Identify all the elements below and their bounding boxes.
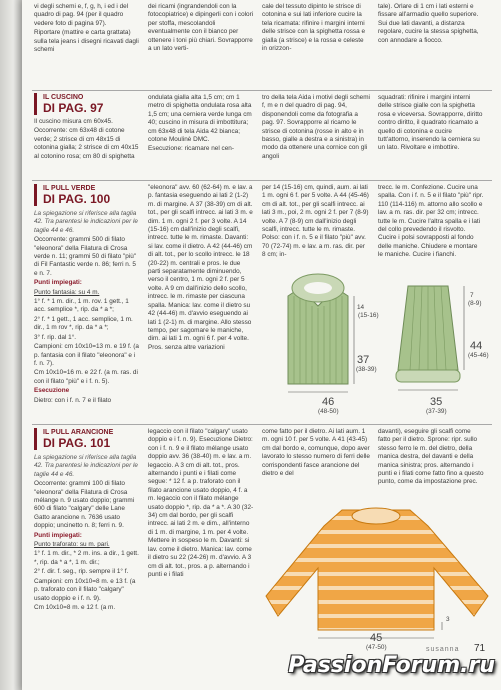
cuscino-col-1: [34, 118, 140, 162]
text-block: La spiegazione si riferisce alla taglia 42. Tra parentesi le indicazioni per le taglie 44 e 46.: [34, 454, 138, 478]
arancione-col-2: [148, 428, 254, 580]
verde-collar-hole: [304, 282, 332, 294]
cuscino-col-2: [148, 94, 254, 155]
text-block: davanti), eseguire gli scalfi come fatto per il dietro. Sprone: ripr. sullo stesso ferro le m. del dietro, della manica destra, del davanti e della manica sinistra; pros. alternando i punti e i filati come fatto fino a questo punto, come da impostazione prec.: [378, 428, 484, 486]
text-block: Occorrente: cm 63x48 di cotone verde; 2 strisce di cm 48x15 di cotonina gialla; 2 strisce di cm 40x15 al cotonino rosa; cm 80 di spighetta: [34, 127, 139, 160]
section-label: IL CUSCINO: [43, 94, 84, 101]
text-block: 3° f. rip. dal 1°.: [34, 333, 77, 341]
section-label: IL PULL ARANCIONE: [43, 429, 114, 436]
top-col-4: [378, 3, 484, 46]
subheading: Punti impiegati:: [34, 531, 82, 539]
text-block: Cm 10x10=16 m. e 22 f. (a m. ras. di con il filato "più" e i f. n. 5).: [34, 369, 138, 385]
page-number: 71: [474, 643, 486, 654]
text-block: legaccio con il filato "calgary" usato doppio e i f. n. 9). Esecuzione Dietro: con i f. n. 9 e il filato mélange usato doppio avv. 36 (38-40) m. e lav. a m. legaccio. A 3 cm di alt. tot., pros. alternando i punti e i filati come segue: * 12 f. a p. traforato con il filato arancione usato doppio, 4 f. a m. legaccio con il filato mélange usato doppio *, rip. da * a *. A 30 (32-34) cm dal bordo, per gli scalfi intrecc. ai lati 2 m. e dim., all'interno di 1 m. di margine, 1 m. per 4 volte. Mettere in sospeso le m. Davanti: si lav. come il dietro. Manica: lav. come il dietro su 22 (24-26) m. d'avvio. A 3 cm di alt. tot., pros. a p. alternando i punti e i filati: [148, 428, 254, 578]
arancione-col-1: [34, 454, 140, 613]
verde-col-2: [148, 184, 254, 353]
section-divider: [32, 180, 492, 181]
top-col-1: [34, 3, 140, 55]
section-title-verde: [34, 184, 138, 206]
cuscino-col-4: [378, 94, 484, 154]
text-block: 1° f. 1 m. dir., * 2 m. ins. a dir., 1 gett. *, rip. da * a *, 1 m. dir.;: [34, 550, 139, 566]
arancione-col-4: [378, 428, 484, 488]
verde-col-3: [262, 184, 370, 261]
dim-label: (45-46): [468, 352, 489, 359]
dim-label: 46: [322, 396, 335, 408]
site-watermark: PassionForum.ru: [288, 653, 495, 678]
text-block: tale). Orlare di 1 cm i lati esterni e fissare all'armadio quello superiore. Sui due lati davanti, a distanza regolare, cucire la stessa spighetta, con annodare a fiocco.: [378, 3, 479, 44]
section-label: IL PULL VERDE: [43, 185, 96, 192]
text-block: dei ricami (ingrandendoli con la fotocopiatrice) e dipingerli con i colori per stoffa, mescolandoli eventualmente con il bianco per ottenere i toni più chiari. Sovrapporre a un lato verti-: [148, 3, 254, 53]
section-page: DI PAG. 97: [43, 101, 104, 115]
dim-label: (47-50): [366, 644, 387, 651]
text-block: La spiegazione si riferisce alla taglia 42. Tra parentesi le indicazioni per le taglie 44 e 46.: [34, 210, 138, 234]
text-block: Dietro: con i f. n. 7 e il filato: [34, 396, 112, 404]
top-col-2: [148, 3, 254, 54]
text-block: "eleonora" avv. 60 (62-64) m. e lav. a p. fantasia eseguendo ai lati 2 (1-2) m. di margine. A 37 (38-39) cm di alt. tot., per gli scalfi intrecc. ai lati 3 m. e dim. 1 m. ogni 2 f. per 3 volte. A 14 (15-16) cm dall'inizio degli scalfi, intrecc. tutte le m. rimaste. Davanti: si lav. come il dietro. A 42 (44-46) cm di alt. tot., per lo scollo intrecc. le 18 (20-22) m. centrali e pros. le due parti separatamente diminuendo, verso il centro, 1 m. ogni 2 f. per 5 volte. A 9 cm dall'inizio dello scollo, intrecc. le m. rimaste per ciascuna spalla. Manica: lav. come il dietro su 42 (44-46) m. d'avvio eseguendo ai lati 1 (2-1) m. di margine. Allo stesso tempo, per sagomare le maniche, dim. ai lati 1 m. ogni 6 f. per 4 volte. Pros. senza altre variazioni: [148, 184, 253, 351]
magazine-brand: susanna: [426, 646, 460, 653]
verde-col-4: [378, 184, 484, 261]
text-block: Riportare (mattire e carta grattata) sulla tela jeans i disegni ricavati dagli schemi: [34, 29, 139, 54]
section-page: DI PAG. 100: [43, 192, 111, 206]
text-block: Il cuscino misura cm 60x45.: [34, 118, 113, 125]
dim-label: (8-9): [468, 300, 482, 307]
dim-label: 45: [370, 632, 383, 644]
dim-label: (15-16): [358, 312, 379, 319]
dim-label: (37-39): [426, 408, 447, 415]
text-block: tro della tela Aida i motivi degli schemi f, m e n del quadro di pag. 94, disponendoli come da fotografia a pag. 97. Sovrapporre al ricamo le strisce di cotonina (rosse in alto e in basso, gialle a destra e a sinistra) in modo da ottenere una cornice con gli angoli: [262, 94, 370, 160]
text-block: trecc. le m. Confezione. Cucire una spalla. Con i f. n. 5 e il filato "più" ripr. 110 (114-116) m. attorno allo scollo e lav. a m. ras. dir. per 32 cm; intrecc. tutte le m. Cucire l'altra spalla e i lati del collo prevedendo il risvolto. Cucire i polsi sovrapposti al fondo delle maniche. Chiudere e montare le maniche. Cucire i fianchi.: [378, 184, 484, 259]
text-block: squadrati: rifinire i margini interni delle strisce gialle con la spighetta rosa e viceversa. Sovrapporre, diritto contro diritto, il quadrato ricamato a quello di cotonina e cucire tutt'attorno, inserendo la cerniera su un lato. Rivoltare e imbottire.: [378, 94, 483, 152]
verde-col-1: [34, 210, 140, 406]
text-block: Occorrente: grammi 500 di filato "eleonora" della Filatura di Crosa verde n. 11; grammi 50 di filato "più" di Fil Fantastic verde n. 86; ferri n. 5 e n. 7.: [34, 236, 137, 277]
verde-schematic: [258, 266, 498, 416]
section-title-cuscino: [34, 93, 138, 115]
text-block: 2° f. dir. f. seg., rip. sempre il 1° f.: [34, 568, 129, 576]
dim-label: 3: [446, 616, 450, 623]
arancione-body-shape: [266, 510, 488, 630]
dim-label: (38-39): [356, 366, 377, 373]
text-block: Campioni: cm 10x10=13 m. e 19 f. (a p. fantasia con il filato "eleonora" e i f. n. 7).: [34, 343, 139, 367]
subheading: Punti impiegati:: [34, 279, 82, 287]
text-block: ondulata gialla alta 1,5 cm; cm 1 metro di spighetta ondulata rosa alta 1,5 cm; una cernierа verde lunga cm 40; cuscino in misura di imbottitura; cm 63x48 di tela Aida 42 bianca; cotone Moulinè DMC.: [148, 94, 252, 144]
text-block: 2° f. * 1 gett., 1 acc. semplice, 1 m. dir., 1 m rov *, rip. da * a *;: [34, 315, 133, 332]
dim-label: (48-50): [318, 408, 339, 415]
text-block: vi degli schemi e, f, g, h, i ed i del quadro di pag. 94 (per il quadro vedere foto di pagina 97).: [34, 3, 129, 27]
dim-label: 35: [430, 396, 443, 408]
text-block: come fatto per il dietro. Ai lati aum. 1 m. ogni 10 f. per 5 volte. A 41 (43-45) cm dal bordo e, comunque, dopo aver lavorato lo stesso numero di ferri delle corrispondenti fasce arancione del dietro e del: [262, 428, 370, 478]
dim-label: 44: [470, 340, 483, 352]
magazine-page: [22, 0, 501, 690]
section-divider: [32, 424, 492, 425]
top-col-3: [262, 3, 370, 54]
text-block: 1° f. * 1 m. dir., 1 m. rov. 1 gett., 1 acc. semplice *, rip. da * a *;: [34, 298, 129, 314]
section-page: DI PAG. 101: [43, 436, 111, 450]
text-block: Esecuzione: ricamare nel cen-: [148, 145, 234, 153]
text-block: Occorrente: grammi 100 di filato "eleonora" della Filatura di Crosa mélange n. 9 usato doppio; grammi 600 di filato "calgary" delle Lane Gatto arancione n. 7636 usato doppio; uncinetto n. 8; ferri n. 9.: [34, 480, 135, 530]
section-title-arancione: [34, 428, 138, 450]
section-divider: [32, 90, 492, 91]
page-binding: [0, 0, 22, 690]
arancione-col-3: [262, 428, 370, 479]
verde-cuff-shape: [396, 370, 460, 382]
text-block: per 14 (15-16) cm, quindi, aum. ai lati 1 m. ogni 6 f. per 5 volte. A 44 (45-46) cm di alt. tot., per gli scalfi intrecc. ai lati 3 m., poi, 2 m. ogni 2 f. per 7 (8-9) volte. A 7 (8-9) cm dall'inizio degli scalfi, intrecc. tutte le m. rimaste. Polso: con i f. n. 5 e il filato "più" avv. 70 (72-74) m. e lav. a m. ras. dir. per 8 cm; in-: [262, 184, 369, 259]
dim-label: 7: [470, 292, 474, 299]
text-block: Punto traforato: su m. pari.: [34, 541, 110, 549]
dim-label: 37: [357, 354, 370, 366]
dim-label: 14: [357, 304, 365, 311]
subheading: Esecuzione: [34, 387, 70, 395]
arancione-neck-shape: [352, 508, 400, 524]
cuscino-col-3: [262, 94, 370, 162]
text-block: cale del tessuto dipinto le strisce di cotonina e sui lati inferiore cucire la tela ricamata: rifinire i margini interni delle strisce con la spighetta rossa e gialla (a strisce) e la rossa e celeste in orizzon-: [262, 3, 366, 53]
text-block: Punto fantasia: su 4 m.: [34, 288, 100, 296]
text-block: Campioni: cm 10x10=8 m. e 13 f. (a p. traforato con il filato "calgary" usato doppio e i f. n. 9).: [34, 577, 136, 602]
text-block: Cm 10x10=8 m. e 12 f. (a m.: [34, 603, 116, 611]
